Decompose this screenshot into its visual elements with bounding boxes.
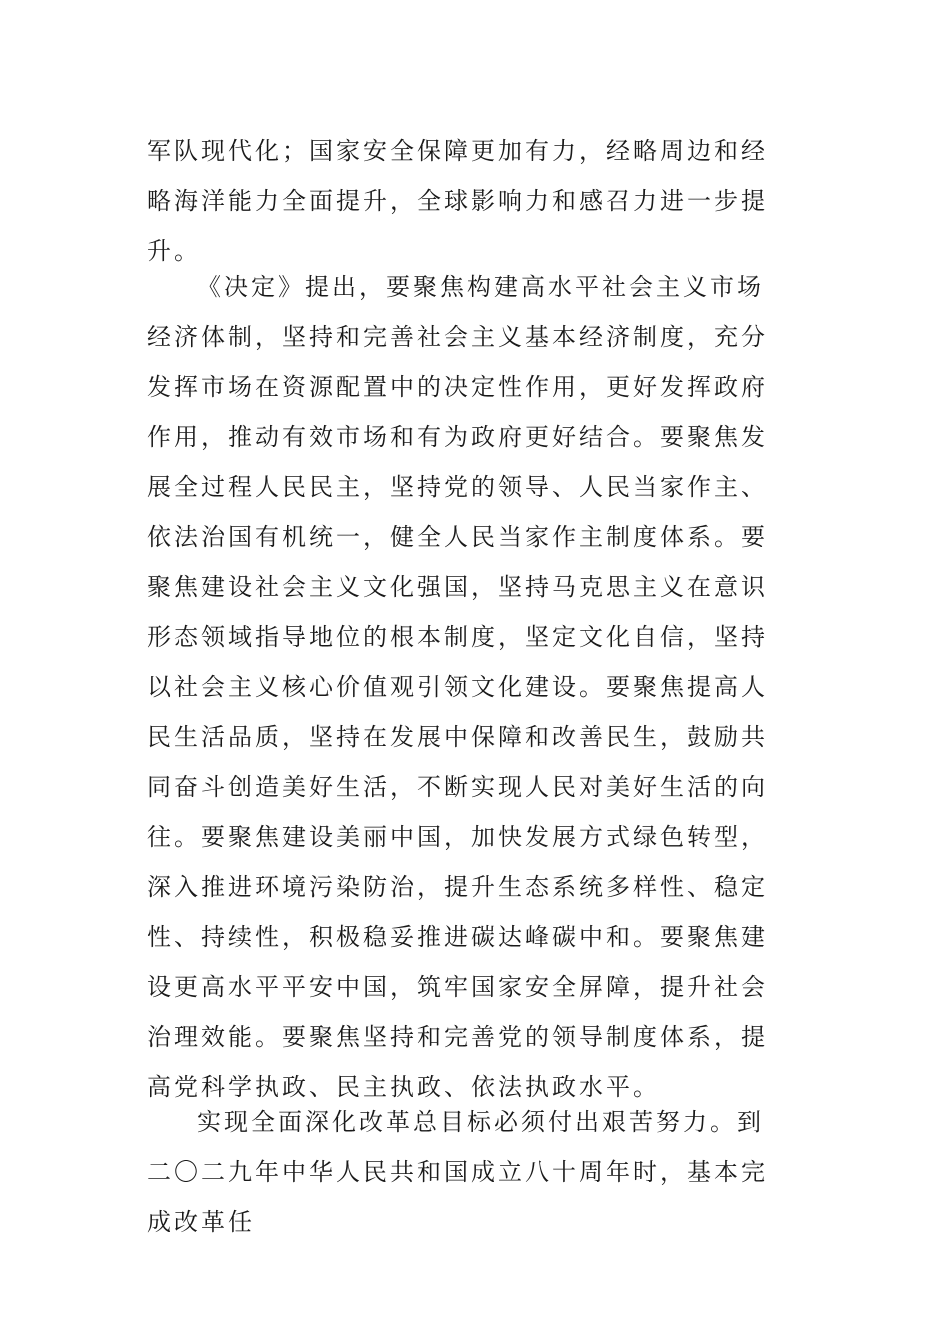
paragraph-1: 军队现代化；国家安全保障更加有力，经略周边和经略海洋能力全面提升，全球影响力和感召力进一步提升。: [147, 137, 768, 265]
paragraph-2: 《决定》提出，要聚焦构建高水平社会主义市场经济体制，坚持和完善社会主义基本经济制度，充分发挥市场在资源配置中的决定性作用，更好发挥政府作用，推动有效市场和有为政府更好结合。要聚焦发展全过程人民民主，坚持党的领导、人民当家作主、依法治国有机统一，健全人民当家作主制度体系。要聚焦建设社会主义文化强国，坚持马克思主义在意识形态领域指导地位的根本制度，坚定文化自信，坚持以社会主义核心价值观引领文化建设。要聚焦提高人民生活品质，坚持在发展中保障和改善民生，鼓励共同奋斗创造美好生活，不断实现人民对美好生活的向往。要聚焦建设美丽中国，加快发展方式绿色转型，深入推进环境污染防治，提升生态系统多样性、稳定性、持续性，积极稳妥推进碳达峰碳中和。要聚焦建设更高水平平安中国，筑牢国家安全屏障，提升社会治理效能。要聚焦坚持和完善党的领导制度体系，提高党科学执政、民主执政、依法执政水平。: [147, 273, 768, 1101]
paragraph-3: 实现全面深化改革总目标必须付出艰苦努力。到二〇二九年中华人民共和国成立八十周年时，基本完成改革任: [147, 1108, 768, 1236]
